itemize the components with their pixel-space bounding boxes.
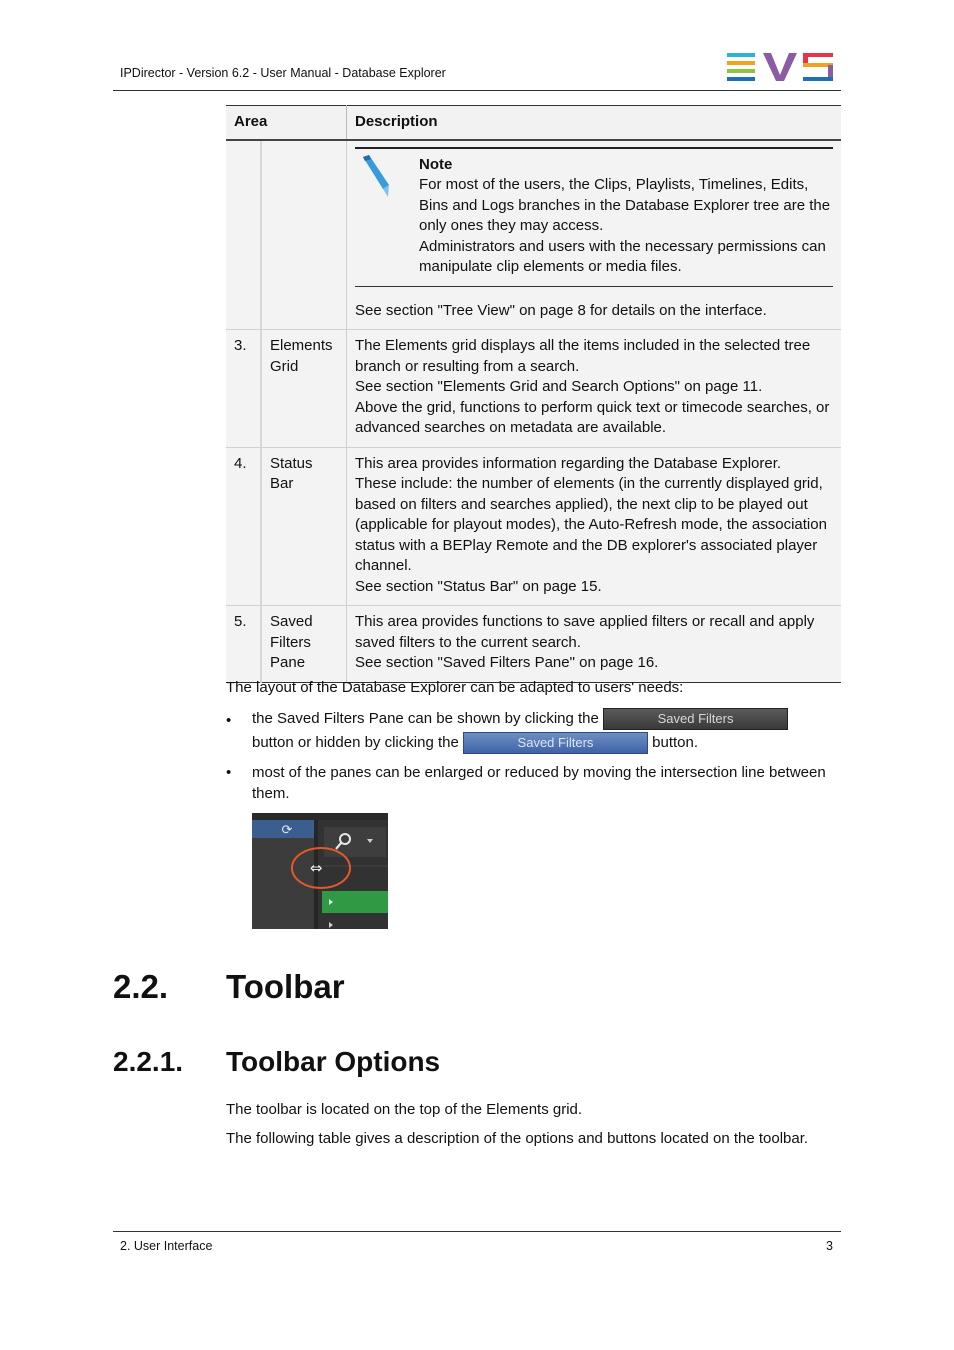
pane-resize-screenshot	[252, 813, 388, 929]
table-row: 3. Elements Grid The Elements grid displays all the items included in the selected tree branch or resulting from a search. See section "Elements Grid and Search Options" on page 11. Above the grid, functions to perform quick text or timecode searches, or advanced searches on metadata are available.	[226, 330, 841, 448]
section-title: Toolbar	[226, 968, 345, 1005]
area-description-table	[226, 105, 841, 683]
note-box	[355, 147, 833, 287]
bullet-resize-panes: most of the panes can be enlarged or reduced by moving the intersection line between them.	[252, 764, 826, 802]
footer-chapter: 2. User Interface	[120, 1239, 213, 1253]
layout-intro: The layout of the Database Explorer can be adapted to users' needs:	[226, 679, 684, 696]
bullet-saved-filters: the Saved Filters Pane can be shown by clicking the Saved Filters button or hidden by clicking the Saved Filters button.	[252, 707, 852, 755]
section-number: 2.2.	[113, 968, 169, 1005]
col-area-header: Area	[226, 106, 347, 140]
footer-rule	[113, 1231, 841, 1232]
bullet-marker: •	[226, 712, 232, 729]
toolbar-paragraph-1: The toolbar is located on the top of the Elements grid.	[226, 1101, 583, 1118]
page-number: 3	[826, 1239, 833, 1253]
tree-view-reference: See section "Tree View" on page 8 for details on the interface.	[355, 301, 767, 319]
saved-filters-hide-button[interactable]: Saved Filters	[463, 732, 648, 754]
table-row: 5. Saved Filters Pane This area provides functions to save applied filters or recall and apply saved filters to the current search. See section "Saved Filters Pane" on page 16.	[226, 606, 841, 683]
note-title: Note	[419, 155, 453, 173]
note-text-2: Administrators and users with the necessary permissions can manipulate clip elements or media files.	[419, 237, 826, 275]
header-rule	[113, 90, 841, 91]
table-row: 4. Status Bar This area provides information regarding the Database Explorer. These include: the number of elements (in the currently displayed grid, based on filters and searches applied), the next clip to be played out (applicable for playout modes), the Auto-Refresh mode, the association status with a BEPlay Remote and the DB explorer's associated player channel. See section "Status Bar" on page 15.	[226, 447, 841, 606]
pencil-icon	[355, 155, 419, 278]
svg-text:⟳: ⟳	[281, 823, 293, 838]
toolbar-paragraph-2: The following table gives a description of the options and buttons located on the toolbar.	[226, 1130, 809, 1147]
subsection-number: 2.2.1.	[113, 1046, 184, 1077]
running-header: IPDirector - Version 6.2 - User Manual - Database Explorer	[120, 66, 446, 80]
table-row	[226, 140, 841, 330]
bullet-marker: •	[226, 764, 232, 781]
col-description-header: Description	[347, 106, 842, 140]
svg-text:⇔: ⇔	[309, 859, 323, 877]
subsection-title: Toolbar Options	[226, 1046, 441, 1077]
note-text-1: For most of the users, the Clips, Playlists, Timelines, Edits, Bins and Logs branches in the Database Explorer tree are the only ones they may access.	[419, 176, 831, 234]
saved-filters-show-button[interactable]: Saved Filters	[603, 708, 788, 730]
evs-logo	[727, 53, 834, 81]
